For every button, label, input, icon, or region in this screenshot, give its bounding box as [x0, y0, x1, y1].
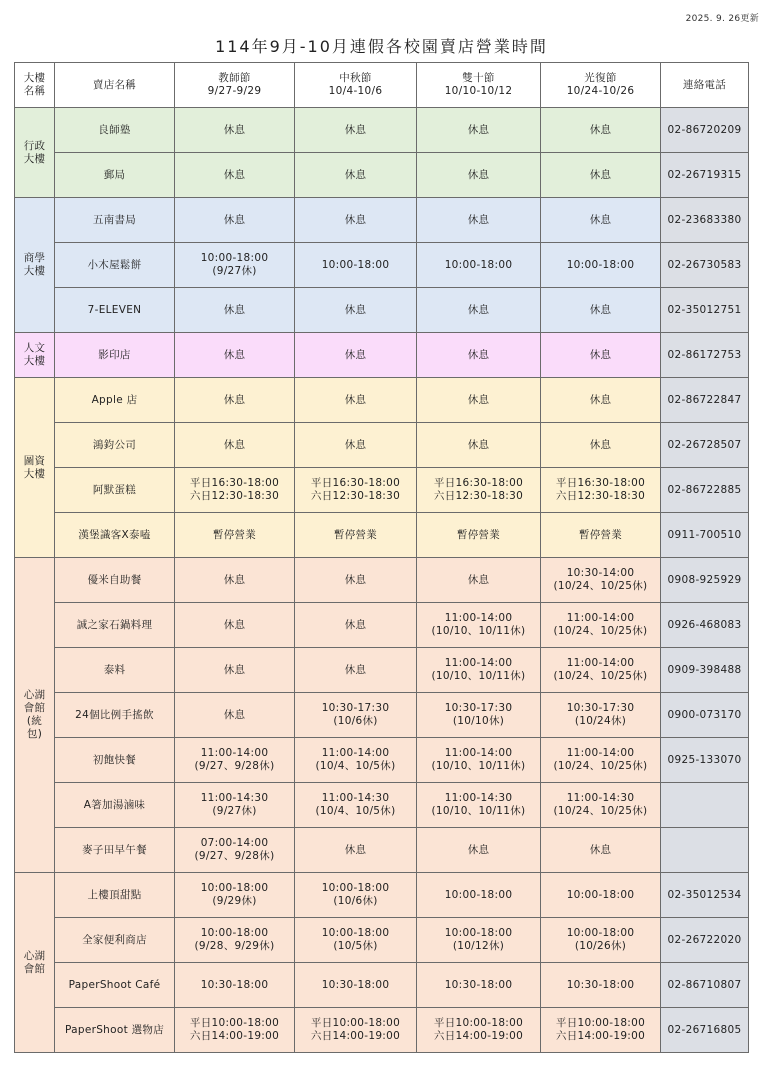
contact-phone: 02-26722020: [661, 918, 749, 963]
table-row: [15, 468, 749, 513]
hours-teachers-day: 07:00-14:00 (9/27、9/28休): [175, 828, 295, 873]
contact-phone: 0900-073170: [661, 693, 749, 738]
hours-teachers-day: 休息: [175, 108, 295, 153]
hours-retrocession-day: 10:00-18:00 (10/26休): [541, 918, 661, 963]
hours-teachers-day: 休息: [175, 693, 295, 738]
building-name: 心湖 會館: [15, 873, 55, 1053]
hours-retrocession-day: 休息: [541, 828, 661, 873]
hours-mid-autumn: 休息: [295, 153, 417, 198]
page-title: 114年9月-10月連假各校園賣店營業時間: [215, 37, 548, 56]
table-row: [15, 693, 749, 738]
store-name: PaperShoot 選物店: [55, 1008, 175, 1053]
hours-teachers-day: 平日10:00-18:00 六日14:00-19:00: [175, 1008, 295, 1053]
header-building: 大樓 名稱: [15, 63, 55, 108]
hours-mid-autumn: 休息: [295, 288, 417, 333]
hours-retrocession-day: 10:30-14:00 (10/24、10/25休): [541, 558, 661, 603]
hours-mid-autumn: 休息: [295, 108, 417, 153]
hours-teachers-day: 11:00-14:30 (9/27休): [175, 783, 295, 828]
table-row: [15, 963, 749, 1008]
table-row: [15, 198, 749, 243]
hours-double-ten: 平日16:30-18:00 六日12:30-18:30: [417, 468, 541, 513]
hours-teachers-day: 平日16:30-18:00 六日12:30-18:30: [175, 468, 295, 513]
hours-teachers-day: 10:00-18:00 (9/28、9/29休): [175, 918, 295, 963]
table-row: [15, 873, 749, 918]
contact-phone: 0926-468083: [661, 603, 749, 648]
store-name: 小木屋鬆餅: [55, 243, 175, 288]
holiday-name: 雙十節: [462, 72, 495, 84]
store-name: 泰料: [55, 648, 175, 693]
table-row: [15, 918, 749, 963]
header-store: 賣店名稱: [55, 63, 175, 108]
hours-retrocession-day: 11:00-14:00 (10/24、10/25休): [541, 648, 661, 693]
building-name: 人文 大樓: [15, 333, 55, 378]
hours-mid-autumn: 休息: [295, 603, 417, 648]
contact-phone: 02-86722885: [661, 468, 749, 513]
hours-teachers-day: 休息: [175, 558, 295, 603]
store-name: 麥子田早午餐: [55, 828, 175, 873]
table-row: [15, 333, 749, 378]
building-name: 圖資 大樓: [15, 378, 55, 558]
contact-phone: 02-26730583: [661, 243, 749, 288]
hours-double-ten: 10:30-17:30 (10/10休): [417, 693, 541, 738]
store-name: 漢堡識客X泰嗑: [55, 513, 175, 558]
hours-teachers-day: 休息: [175, 378, 295, 423]
store-name: Apple 店: [55, 378, 175, 423]
hours-teachers-day: 休息: [175, 153, 295, 198]
store-name: 優米自助餐: [55, 558, 175, 603]
holiday-name: 教師節: [218, 72, 251, 84]
hours-double-ten: 11:00-14:00 (10/10、10/11休): [417, 738, 541, 783]
hours-mid-autumn: 10:00-18:00 (10/5休): [295, 918, 417, 963]
hours-mid-autumn: 11:00-14:00 (10/4、10/5休): [295, 738, 417, 783]
hours-mid-autumn: 休息: [295, 423, 417, 468]
table-row: [15, 243, 749, 288]
hours-retrocession-day: 11:00-14:30 (10/24、10/25休): [541, 783, 661, 828]
table-row: [15, 603, 749, 648]
hours-retrocession-day: 休息: [541, 423, 661, 468]
store-name: 全家便利商店: [55, 918, 175, 963]
contact-phone: 02-35012751: [661, 288, 749, 333]
hours-mid-autumn: 10:30-18:00: [295, 963, 417, 1008]
hours-double-ten: 休息: [417, 108, 541, 153]
table-row: [15, 378, 749, 423]
hours-mid-autumn: 休息: [295, 198, 417, 243]
store-hours-table: [14, 62, 749, 1053]
header-holiday-double-ten: [417, 63, 541, 108]
hours-teachers-day: 休息: [175, 333, 295, 378]
hours-double-ten: 休息: [417, 153, 541, 198]
contact-phone: 02-86172753: [661, 333, 749, 378]
hours-retrocession-day: 休息: [541, 333, 661, 378]
hours-mid-autumn: 休息: [295, 378, 417, 423]
hours-retrocession-day: 休息: [541, 108, 661, 153]
table-row: [15, 153, 749, 198]
hours-double-ten: 10:30-18:00: [417, 963, 541, 1008]
hours-mid-autumn: 休息: [295, 558, 417, 603]
store-name: 郵局: [55, 153, 175, 198]
header-holiday-teachers-day: [175, 63, 295, 108]
table-row: [15, 783, 749, 828]
building-name: 商學 大樓: [15, 198, 55, 333]
holiday-dates: 9/27-9/29: [207, 85, 262, 97]
contact-phone: 02-86720209: [661, 108, 749, 153]
hours-double-ten: 11:00-14:00 (10/10、10/11休): [417, 648, 541, 693]
hours-retrocession-day: 休息: [541, 153, 661, 198]
hours-teachers-day: 休息: [175, 603, 295, 648]
hours-retrocession-day: 平日16:30-18:00 六日12:30-18:30: [541, 468, 661, 513]
table-row: [15, 513, 749, 558]
holiday-dates: 10/4-10/6: [328, 85, 383, 97]
contact-phone: 0908-925929: [661, 558, 749, 603]
hours-teachers-day: 10:30-18:00: [175, 963, 295, 1008]
hours-double-ten: 10:00-18:00 (10/12休): [417, 918, 541, 963]
contact-phone: 02-26716805: [661, 1008, 749, 1053]
hours-retrocession-day: 10:30-17:30 (10/24休): [541, 693, 661, 738]
store-name: 鴻鈞公司: [55, 423, 175, 468]
store-name: 上樓頂甜點: [55, 873, 175, 918]
hours-double-ten: 休息: [417, 378, 541, 423]
store-name: 影印店: [55, 333, 175, 378]
hours-retrocession-day: 10:00-18:00: [541, 873, 661, 918]
holiday-name: 光復節: [584, 72, 617, 84]
hours-double-ten: 10:00-18:00: [417, 873, 541, 918]
header-phone: 連絡電話: [661, 63, 749, 108]
table-row: [15, 108, 749, 153]
contact-phone: 0911-700510: [661, 513, 749, 558]
store-name: 7-ELEVEN: [55, 288, 175, 333]
table-row: [15, 738, 749, 783]
hours-double-ten: 休息: [417, 288, 541, 333]
contact-phone: 02-86710807: [661, 963, 749, 1008]
contact-phone: [661, 783, 749, 828]
hours-teachers-day: 休息: [175, 648, 295, 693]
table-row: [15, 828, 749, 873]
hours-double-ten: 休息: [417, 558, 541, 603]
store-name: 初飽快餐: [55, 738, 175, 783]
hours-mid-autumn: 平日10:00-18:00 六日14:00-19:00: [295, 1008, 417, 1053]
hours-double-ten: 10:00-18:00: [417, 243, 541, 288]
hours-retrocession-day: 11:00-14:00 (10/24、10/25休): [541, 738, 661, 783]
table-row: [15, 1008, 749, 1053]
hours-retrocession-day: 10:00-18:00: [541, 243, 661, 288]
hours-mid-autumn: 休息: [295, 333, 417, 378]
hours-teachers-day: 11:00-14:00 (9/27、9/28休): [175, 738, 295, 783]
hours-mid-autumn: 休息: [295, 828, 417, 873]
hours-teachers-day: 暫停營業: [175, 513, 295, 558]
hours-double-ten: 休息: [417, 198, 541, 243]
store-name: 誠之家石鍋料理: [55, 603, 175, 648]
contact-phone: 02-35012534: [661, 873, 749, 918]
contact-phone: [661, 828, 749, 873]
hours-retrocession-day: 休息: [541, 198, 661, 243]
table-row: [15, 648, 749, 693]
building-name: 心湖 會館 (統 包): [15, 558, 55, 873]
hours-retrocession-day: 休息: [541, 288, 661, 333]
store-name: 五南書局: [55, 198, 175, 243]
store-name: A箸加湯滷味: [55, 783, 175, 828]
header-row: [15, 63, 749, 108]
hours-double-ten: 休息: [417, 333, 541, 378]
store-name: 阿默蛋糕: [55, 468, 175, 513]
store-name: 24個比例手搖飲: [55, 693, 175, 738]
building-name: 行政 大樓: [15, 108, 55, 198]
contact-phone: 0925-133070: [661, 738, 749, 783]
hours-double-ten: 休息: [417, 423, 541, 468]
hours-teachers-day: 休息: [175, 423, 295, 468]
hours-mid-autumn: 11:00-14:30 (10/4、10/5休): [295, 783, 417, 828]
hours-teachers-day: 休息: [175, 198, 295, 243]
holiday-dates: 10/24-10/26: [566, 85, 635, 97]
hours-teachers-day: 10:00-18:00 (9/27休): [175, 243, 295, 288]
hours-retrocession-day: 休息: [541, 378, 661, 423]
hours-mid-autumn: 10:00-18:00 (10/6休): [295, 873, 417, 918]
holiday-name: 中秋節: [339, 72, 372, 84]
contact-phone: 0909-398488: [661, 648, 749, 693]
store-name: PaperShoot Café: [55, 963, 175, 1008]
hours-double-ten: 暫停營業: [417, 513, 541, 558]
hours-double-ten: 平日10:00-18:00 六日14:00-19:00: [417, 1008, 541, 1053]
contact-phone: 02-26719315: [661, 153, 749, 198]
hours-mid-autumn: 休息: [295, 648, 417, 693]
hours-mid-autumn: 暫停營業: [295, 513, 417, 558]
hours-retrocession-day: 11:00-14:00 (10/24、10/25休): [541, 603, 661, 648]
table-row: [15, 288, 749, 333]
contact-phone: 02-86722847: [661, 378, 749, 423]
hours-retrocession-day: 平日10:00-18:00 六日14:00-19:00: [541, 1008, 661, 1053]
header-holiday-retrocession-day: [541, 63, 661, 108]
hours-double-ten: 11:00-14:00 (10/10、10/11休): [417, 603, 541, 648]
hours-teachers-day: 10:00-18:00 (9/29休): [175, 873, 295, 918]
hours-retrocession-day: 暫停營業: [541, 513, 661, 558]
hours-double-ten: 休息: [417, 828, 541, 873]
hours-double-ten: 11:00-14:30 (10/10、10/11休): [417, 783, 541, 828]
table-row: [15, 558, 749, 603]
hours-retrocession-day: 10:30-18:00: [541, 963, 661, 1008]
hours-teachers-day: 休息: [175, 288, 295, 333]
hours-mid-autumn: 10:30-17:30 (10/6休): [295, 693, 417, 738]
header-holiday-mid-autumn: [295, 63, 417, 108]
contact-phone: 02-26728507: [661, 423, 749, 468]
store-name: 良師塾: [55, 108, 175, 153]
table-row: [15, 423, 749, 468]
holiday-dates: 10/10-10/12: [444, 85, 513, 97]
updated-date: 2025. 9. 26更新: [685, 14, 759, 24]
hours-mid-autumn: 平日16:30-18:00 六日12:30-18:30: [295, 468, 417, 513]
contact-phone: 02-23683380: [661, 198, 749, 243]
hours-mid-autumn: 10:00-18:00: [295, 243, 417, 288]
